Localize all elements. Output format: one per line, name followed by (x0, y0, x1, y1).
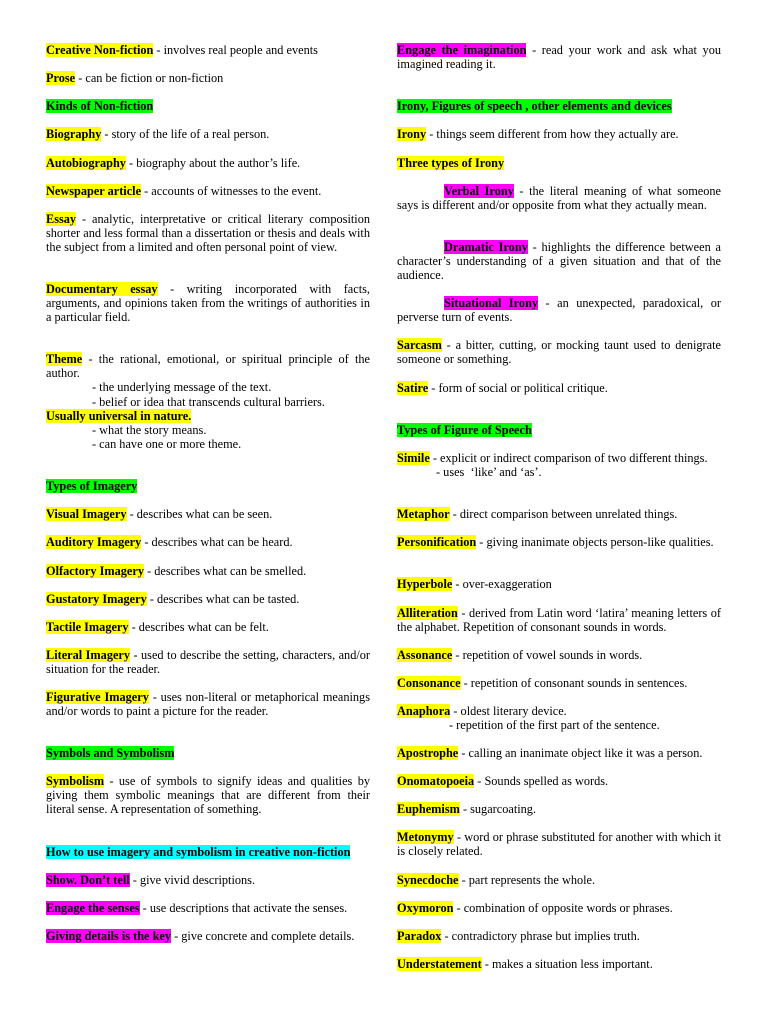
definition: - direct comparison between unrelated things. (449, 507, 678, 521)
term: Symbolism (46, 774, 105, 788)
term: Dramatic Irony (444, 240, 528, 254)
heading-figure-speech: Types of Figure of Speech (397, 423, 532, 437)
heading-kinds-nonfiction: Kinds of Non-fiction (46, 99, 154, 113)
entry-anaphora (397, 704, 721, 732)
term: Documentary essay (46, 282, 158, 296)
term: Engage the imagination (397, 43, 527, 57)
term: Alliteration (397, 606, 458, 620)
definition: - describes what can be felt. (128, 620, 269, 634)
entry-sarcasm (397, 338, 721, 366)
entry-autobiography (46, 156, 370, 170)
entry-symbolism (46, 774, 370, 817)
term: Biography (46, 127, 102, 141)
theme-line-3: - belief or idea that transcends cultural barriers. (92, 394, 325, 409)
theme-line-5: - can have one or more theme. (92, 437, 242, 452)
term: Anaphora (397, 704, 451, 718)
entry-synecdoche (397, 873, 721, 887)
definition: - giving inanimate objects person-like qualities. (476, 535, 714, 549)
entry-theme (46, 352, 370, 451)
theme-line-2: - the underlying message of the text. (92, 380, 272, 395)
entry-essay (46, 212, 370, 255)
term: Autobiography (46, 156, 126, 170)
definition: - form of social or political critique. (428, 381, 608, 395)
term: Oxymoron (397, 901, 454, 915)
definition: - use descriptions that activate the senses. (139, 901, 348, 915)
definition: - an unexpected, paradoxical, or perverse turn of events. (397, 296, 721, 325)
entry-tactile-imagery (46, 620, 370, 634)
entry-prose (46, 71, 370, 85)
definition: - analytic, interpretative or critical literary composition shorter and less formal than a dissertation or thesis and deals with the subject from a limited and often personal point of view. (46, 212, 370, 255)
definition: - makes a situation less important. (481, 957, 653, 971)
definition: - repetition of vowel sounds in words. (452, 648, 643, 662)
term: Giving details is the key (46, 929, 172, 943)
definition: - repetition of consonant sounds in sentences. (460, 676, 688, 690)
heading-how-to-use: How to use imagery and symbolism in creative non-fiction (46, 845, 351, 859)
definition: - story of the life of a real person. (101, 127, 270, 141)
entry-biography (46, 127, 370, 141)
definition: - calling an inanimate object like it was a person. (458, 746, 703, 760)
entry-engage-senses (46, 901, 370, 915)
entry-irony (397, 127, 721, 141)
entry-show-dont-tell (46, 873, 370, 887)
entry-apostrophe (397, 746, 721, 760)
entry-metonymy (397, 830, 721, 858)
definition: - describes what can be seen. (126, 507, 273, 521)
term: Situational Irony (444, 296, 539, 310)
entry-consonance (397, 676, 721, 690)
definition: - read your work and ask what you imagined reading it. (397, 43, 721, 72)
entry-understatement (397, 957, 721, 971)
definition: - use of symbols to signify ideas and qualities by giving them symbolic meanings that are different from their literal sense. A representation of something. (46, 774, 370, 817)
term: Hyperbole (397, 577, 453, 591)
entry-paradox (397, 929, 721, 943)
term: Show. Don’t tell (46, 873, 130, 887)
term: Apostrophe (397, 746, 459, 760)
definition: - give concrete and complete details. (171, 929, 355, 943)
definition: - over-exaggeration (452, 577, 552, 591)
term: Creative Non-fiction (46, 43, 154, 57)
entry-literal-imagery (46, 648, 370, 676)
entry-metaphor (397, 507, 721, 521)
definition: - involves real people and events (153, 43, 318, 57)
term: Irony (397, 127, 427, 141)
definition: - derived from Latin word ‘latira’ meaning letters of the alphabet. Repetition of consonant sounds in words. (397, 606, 721, 635)
entry-euphemism (397, 802, 721, 816)
term: Essay (46, 212, 77, 226)
entry-satire (397, 381, 721, 395)
definition: - the rational, emotional, or spiritual principle of the author. (46, 352, 370, 381)
definition: - part represents the whole. (458, 873, 596, 887)
term: Tactile Imagery (46, 620, 129, 634)
simile-line-2: - uses ‘like’ and ‘as’. (436, 465, 542, 480)
definition: - describes what can be tasted. (146, 592, 300, 606)
entry-onomatopoeia (397, 774, 721, 788)
definition: - explicit or indirect comparison of two different things. (429, 451, 708, 465)
term: Verbal Irony (444, 184, 514, 198)
definition: - accounts of witnesses to the event. (141, 184, 322, 198)
term: Literal Imagery (46, 648, 131, 662)
entry-documentary-essay (46, 282, 370, 325)
definition: - the literal meaning of what someone says is different and/or opposite from what they actually mean. (397, 184, 721, 213)
term: Metaphor (397, 507, 450, 521)
entry-visual-imagery (46, 507, 370, 521)
entry-situational-irony (397, 296, 721, 324)
entry-alliteration (397, 606, 721, 634)
term: Understatement (397, 957, 482, 971)
definition: - contradictory phrase but implies truth. (441, 929, 640, 943)
term: Olfactory Imagery (46, 564, 144, 578)
term: Paradox (397, 929, 442, 943)
term: Onomatopoeia (397, 774, 475, 788)
definition: - used to describe the setting, characters, and/or situation for the reader. (46, 648, 371, 677)
heading-irony-figures: Irony, Figures of speech , other elements and devices (397, 99, 672, 113)
term: Satire (397, 381, 429, 395)
term: Prose (46, 71, 76, 85)
definition: - can be fiction or non-fiction (75, 71, 224, 85)
entry-gustatory-imagery (46, 592, 370, 606)
term: Auditory Imagery (46, 535, 142, 549)
entry-personification (397, 535, 721, 549)
definition: - highlights the difference between a character’s understanding of a given situation and that of the audience. (397, 240, 721, 283)
theme-line-4: - what the story means. (92, 423, 207, 438)
heading-three-types-irony: Three types of Irony (397, 156, 505, 170)
definition: - biography about the author’s life. (125, 156, 301, 170)
entry-figurative-imagery (46, 690, 370, 718)
definition: - writing incorporated with facts, arguments, and opinions taken from the writings of authorities in a particular field. (46, 282, 370, 325)
term: Sarcasm (397, 338, 442, 352)
term: Assonance (397, 648, 453, 662)
definition: - uses non-literal or metaphorical meanings and/or words to paint a picture for the reader. (46, 690, 370, 719)
entry-creative-nonfiction (46, 43, 370, 57)
entry-oxymoron (397, 901, 721, 915)
term: Gustatory Imagery (46, 592, 147, 606)
entry-verbal-irony (397, 184, 721, 212)
term: Visual Imagery (46, 507, 127, 521)
entry-auditory-imagery (46, 535, 370, 549)
term: Metonymy (397, 830, 454, 844)
definition: - Sounds spelled as words. (474, 774, 609, 788)
term: Theme (46, 352, 83, 366)
entry-simile (397, 451, 721, 479)
entry-engage-imagination (397, 43, 721, 71)
term: Figurative Imagery (46, 690, 149, 704)
term: Simile (397, 451, 430, 465)
definition: - combination of opposite words or phrases. (453, 901, 673, 915)
term: Synecdoche (397, 873, 459, 887)
term: Euphemism (397, 802, 460, 816)
entry-giving-details (46, 929, 370, 943)
definition: - sugarcoating. (459, 802, 537, 816)
heading-symbols: Symbols and Symbolism (46, 746, 175, 760)
term: Consonance (397, 676, 461, 690)
definition: - oldest literary device. (450, 704, 567, 718)
term: Newspaper article (46, 184, 142, 198)
term: Personification (397, 535, 477, 549)
definition: - give vivid descriptions. (129, 873, 256, 887)
entry-newspaper-article (46, 184, 370, 198)
anaphora-line-2: - repetition of the first part of the sentence. (449, 718, 660, 733)
definition: - a bitter, cutting, or mocking taunt used to denigrate someone or something. (397, 338, 721, 367)
entry-assonance (397, 648, 721, 662)
term: Engage the senses (46, 901, 140, 915)
entry-olfactory-imagery (46, 564, 370, 578)
entry-hyperbole (397, 577, 721, 591)
definition: - describes what can be smelled. (144, 564, 307, 578)
heading-types-imagery: Types of Imagery (46, 479, 138, 493)
definition: - word or phrase substituted for another with which it is closely related. (397, 830, 721, 859)
definition: - things seem different from how they actually are. (426, 127, 679, 141)
entry-dramatic-irony (397, 240, 721, 283)
definition: - describes what can be heard. (141, 535, 293, 549)
theme-universal: Usually universal in nature. (46, 408, 192, 423)
